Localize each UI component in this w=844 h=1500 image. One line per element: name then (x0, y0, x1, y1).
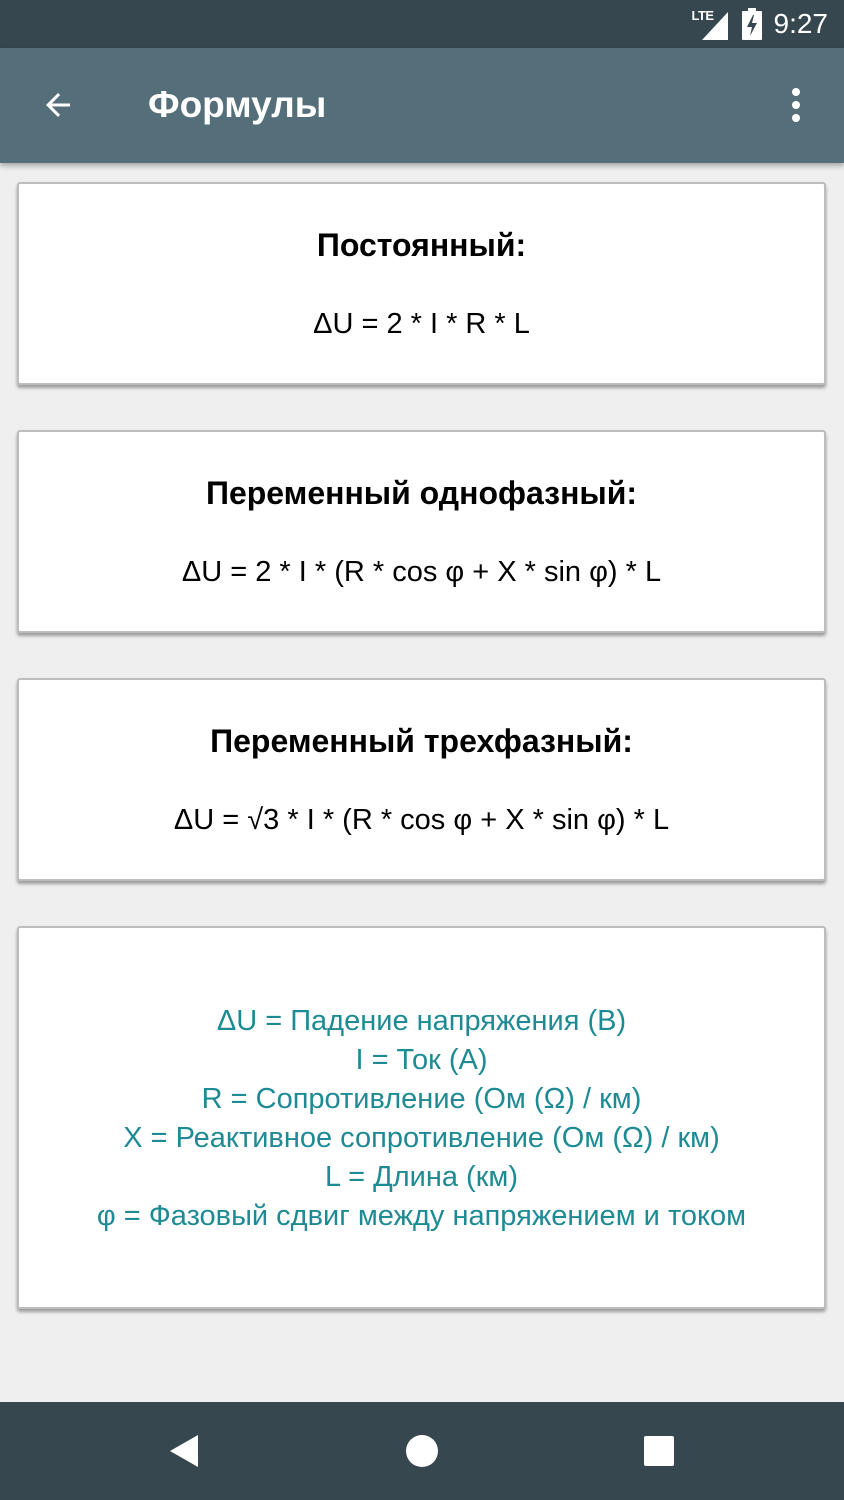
card-formula: ΔU = √3 * I * (R * cos φ + X * sin φ) * L (173, 804, 670, 836)
status-icons (692, 0, 829, 48)
card-formula: ΔU = 2 * I * R * L (313, 308, 530, 340)
card-title: Переменный однофазный: (205, 475, 638, 511)
signal-icon (692, 6, 732, 42)
nav-recents-button[interactable] (627, 1419, 691, 1483)
arrow-back-icon (40, 87, 76, 123)
page-title: Формулы (148, 84, 327, 125)
nav-back-icon (167, 1433, 201, 1469)
overflow-menu-button[interactable] (764, 73, 828, 137)
legend-card (17, 926, 826, 1309)
legend-item: R = Сопротивление (Ом (Ω) / км) (201, 1083, 642, 1115)
formula-card-dc (17, 182, 826, 385)
legend-item: φ = Фазовый сдвиг между напряжением и током (96, 1200, 747, 1232)
nav-home-button[interactable] (390, 1419, 454, 1483)
nav-back-button[interactable] (152, 1419, 216, 1483)
legend-list (19, 1002, 824, 1236)
card-title: Постоянный: (316, 227, 527, 263)
back-button[interactable] (26, 73, 90, 137)
status-bar (0, 0, 844, 48)
formula-card-single-phase (17, 430, 826, 633)
battery-charging-icon (742, 8, 762, 40)
card-formula: ΔU = 2 * I * (R * cos φ + X * sin φ) * L (181, 556, 662, 588)
network-type-label: LTE (691, 8, 714, 23)
nav-recents-icon (643, 1435, 675, 1467)
app-bar (0, 48, 844, 163)
formula-card-three-phase (17, 678, 826, 881)
legend-item: I = Ток (А) (355, 1044, 488, 1076)
status-clock: 9:27 (773, 8, 828, 39)
system-nav-bar (0, 1402, 844, 1500)
legend-item: ΔU = Падение напряжения (В) (216, 1005, 627, 1037)
more-vert-icon (790, 87, 802, 123)
card-title: Переменный трехфазный: (210, 723, 633, 759)
legend-item: X = Реактивное сопротивление (Ом (Ω) / км) (123, 1122, 720, 1154)
nav-home-icon (404, 1433, 440, 1469)
legend-item: L = Длина (км) (324, 1161, 518, 1193)
